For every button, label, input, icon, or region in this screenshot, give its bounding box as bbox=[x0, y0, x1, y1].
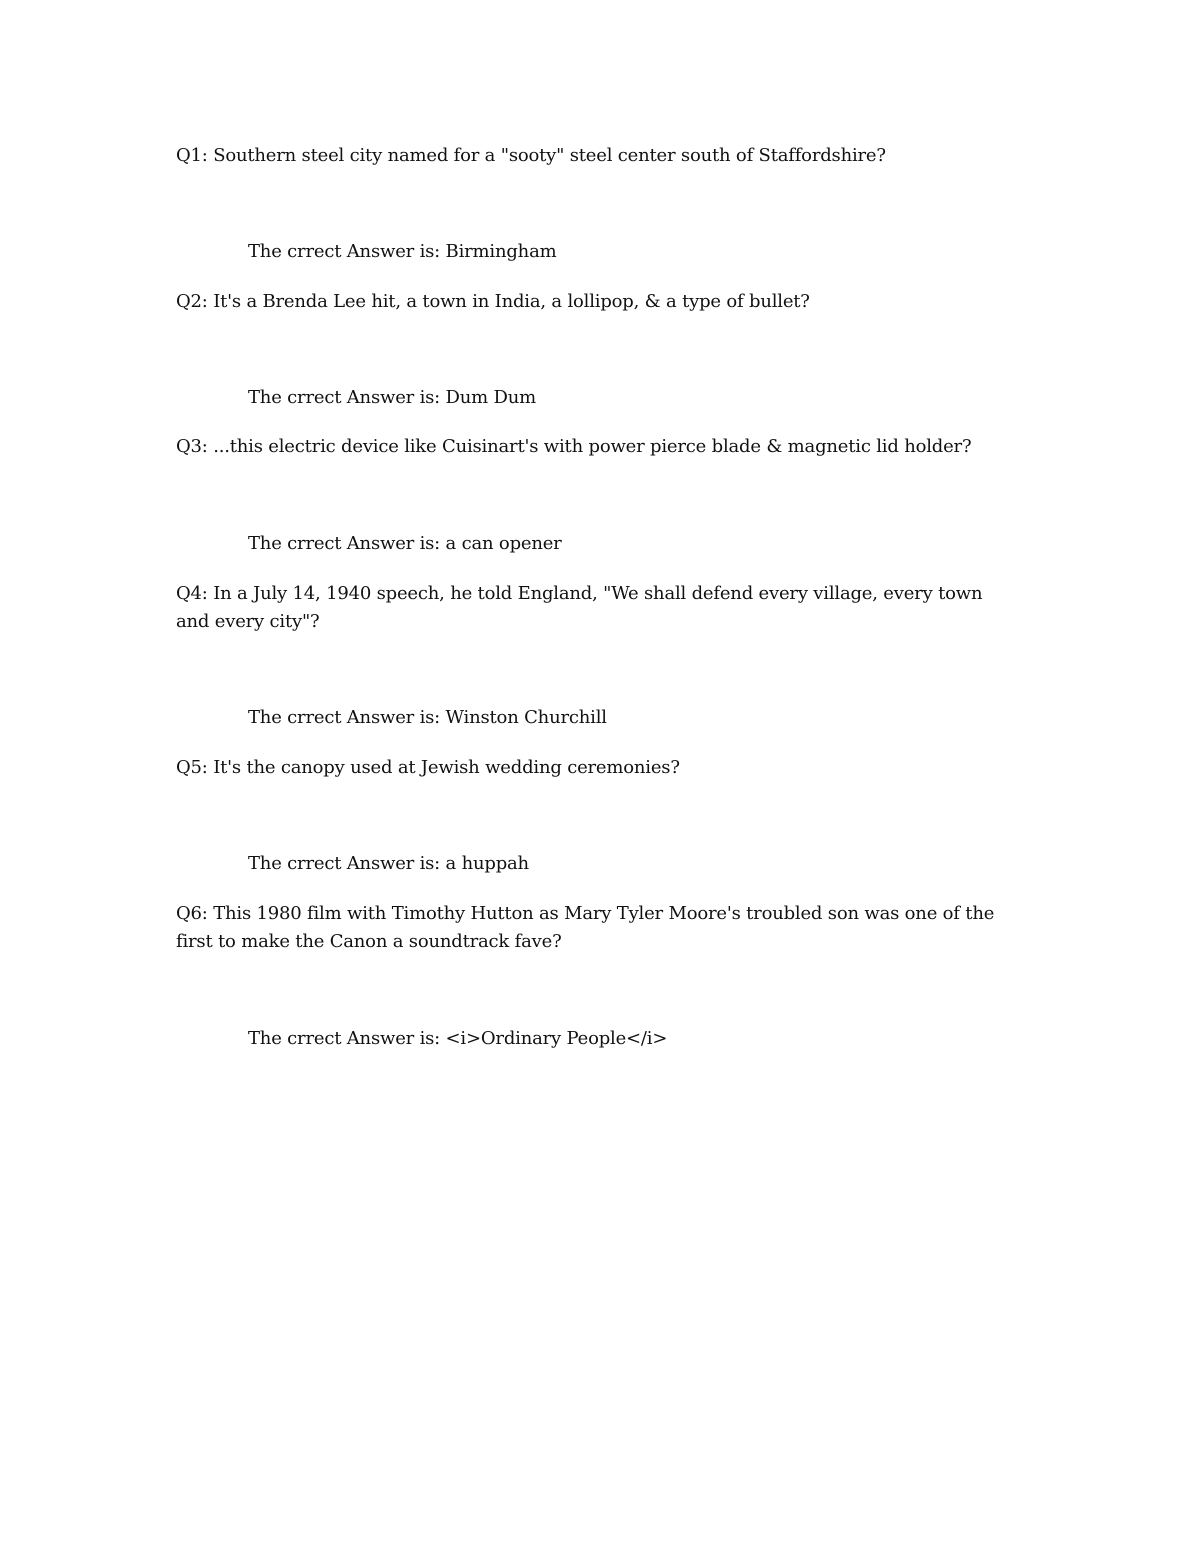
answer-1: The crrect Answer is: Birmingham bbox=[248, 241, 557, 262]
answer-4: The crrect Answer is: Winston Churchill bbox=[248, 707, 607, 728]
answer-2: The crrect Answer is: Dum Dum bbox=[248, 387, 537, 408]
question-4-line-1: Q4: In a July 14, 1940 speech, he told England, "We shall defend every village, every town bbox=[176, 583, 983, 604]
question-3: Q3: ...this electric device like Cuisinart's with power pierce blade & magnetic lid holder? bbox=[176, 436, 972, 457]
question-2: Q2: It's a Brenda Lee hit, a town in India, a lollipop, & a type of bullet? bbox=[176, 291, 810, 312]
question-5: Q5: It's the canopy used at Jewish wedding ceremonies? bbox=[176, 757, 680, 778]
answer-6: The crrect Answer is: <i>Ordinary People</i> bbox=[248, 1028, 668, 1049]
question-4-line-2: and every city"? bbox=[176, 611, 320, 632]
answer-3: The crrect Answer is: a can opener bbox=[248, 533, 562, 554]
answer-5: The crrect Answer is: a huppah bbox=[248, 853, 529, 874]
question-6-line-1: Q6: This 1980 film with Timothy Hutton as Mary Tyler Moore's troubled son was one of the bbox=[176, 903, 995, 924]
question-1: Q1: Southern steel city named for a "sooty" steel center south of Staffordshire? bbox=[176, 145, 886, 166]
question-6-line-2: first to make the Canon a soundtrack fave? bbox=[176, 931, 562, 952]
